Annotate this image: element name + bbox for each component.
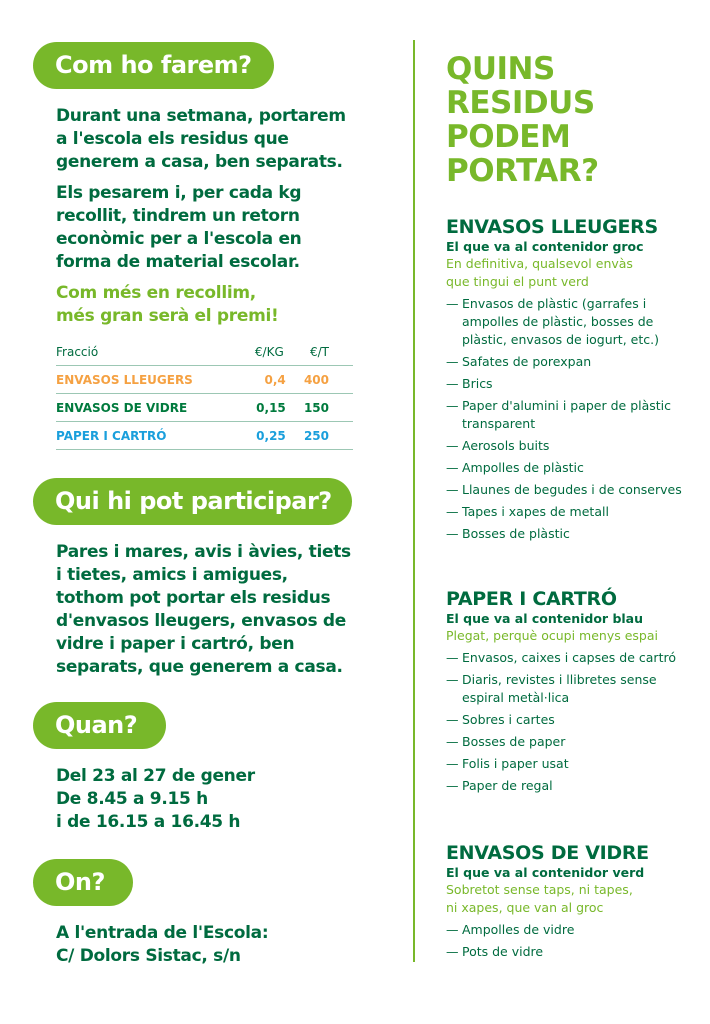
dash-bullet: — <box>446 438 459 453</box>
item-text: Safates de porexpan <box>462 354 592 369</box>
item-text: Diaris, revistes i llibretes sense espiral metàl·lica <box>462 672 657 705</box>
item-text: Ampolles de plàstic <box>462 460 584 475</box>
per-kg-cell: 0,4 <box>243 366 285 394</box>
item-text: Envasos, caixes i capses de cartró <box>462 650 676 665</box>
item-text: Llaunes de begudes i de conserves <box>462 482 682 497</box>
who-body: Pares i mares, avis i àvies, tiets i tietes, amics i amigues, tothom pot portar els residus d'envasos lleugers, envasos de vidre i paper i cartró, ben separats, que generem a casa. <box>56 542 351 677</box>
how-paragraph-2: Els pesarem i, per cada kg recollit, tindrem un retorn econòmic per a l'escola en forma de material escolar. <box>56 183 302 272</box>
when-line: De 8.45 a 9.15 h <box>56 789 208 809</box>
right-title <box>446 52 599 188</box>
item-text: Tapes i xapes de metall <box>462 504 609 519</box>
section-subtitle: El que va al contenidor groc <box>446 239 644 254</box>
waste-section <box>446 216 706 547</box>
dash-bullet: — <box>446 504 459 519</box>
title-line: PODEM <box>446 119 571 155</box>
where-body <box>56 922 356 968</box>
item-text: Paper de regal <box>462 778 553 793</box>
item-text: Ampolles de vidre <box>462 922 575 937</box>
dash-bullet: — <box>446 756 459 771</box>
list-item <box>446 733 687 751</box>
table-header <box>56 338 353 366</box>
dash-bullet: — <box>446 354 459 369</box>
list-item <box>446 375 687 393</box>
when-body <box>56 765 356 834</box>
how-paragraph-1: Durant una setmana, portarem a l'escola els residus que generem a casa, ben separats. <box>56 106 346 172</box>
how-highlight: Com més en recollim, més gran serà el premi! <box>56 283 279 326</box>
table-row <box>56 366 353 394</box>
per-t-cell: 400 <box>286 366 353 394</box>
dash-bullet: — <box>446 376 459 391</box>
how-heading: Com ho farem? <box>33 42 274 89</box>
how-body <box>56 105 356 336</box>
table-row <box>56 394 353 422</box>
per-t-cell: 150 <box>286 394 353 422</box>
dash-bullet: — <box>446 712 459 727</box>
where-line: C/ Dolors Sistac, s/n <box>56 946 241 966</box>
list-item <box>446 397 687 433</box>
dash-bullet: — <box>446 922 459 937</box>
item-text: Paper d'alumini i paper de plàstic transparent <box>462 398 672 431</box>
item-text: Bosses de plàstic <box>462 526 570 541</box>
column-divider <box>413 40 415 962</box>
section-note: Plegat, perquè ocupi menys espai <box>446 628 658 643</box>
item-text: Sobres i cartes <box>462 712 555 727</box>
item-text: Brics <box>462 376 493 391</box>
section-note: Sobretot sense taps, ni tapes, ni xapes, que van al groc <box>446 882 633 915</box>
list-item <box>446 459 687 477</box>
item-list <box>446 295 706 543</box>
list-item <box>446 777 687 795</box>
list-item <box>446 649 687 667</box>
list-item <box>446 353 687 371</box>
waste-section <box>446 842 706 965</box>
header-per-kg: €/KG <box>243 338 285 366</box>
list-item <box>446 755 687 773</box>
dash-bullet: — <box>446 296 459 311</box>
list-item <box>446 481 687 499</box>
dash-bullet: — <box>446 482 459 497</box>
dash-bullet: — <box>446 734 459 749</box>
dash-bullet: — <box>446 650 459 665</box>
list-item <box>446 921 687 939</box>
per-kg-cell: 0,15 <box>243 394 285 422</box>
who-heading: Qui hi pot participar? <box>33 478 352 525</box>
list-item <box>446 525 687 543</box>
item-text: Pots de vidre <box>462 944 544 959</box>
list-item <box>446 503 687 521</box>
section-subtitle: El que va al contenidor blau <box>446 611 644 626</box>
section-subtitle: El que va al contenidor verd <box>446 865 645 880</box>
dash-bullet: — <box>446 526 459 541</box>
item-list <box>446 649 706 795</box>
dash-bullet: — <box>446 398 459 413</box>
fraction-cell: ENVASOS DE VIDRE <box>56 394 243 422</box>
when-heading: Quan? <box>33 702 166 749</box>
dash-bullet: — <box>446 778 459 793</box>
item-text: Envasos de plàstic (garrafes i ampolles de plàstic, bosses de plàstic, envasos de iogurt, etc.) <box>462 296 659 347</box>
list-item <box>446 711 687 729</box>
dash-bullet: — <box>446 460 459 475</box>
title-line: RESIDUS <box>446 85 595 121</box>
item-text: Aerosols buits <box>462 438 550 453</box>
where-heading: On? <box>33 859 133 906</box>
section-note: En definitiva, qualsevol envàs que tingui el punt verd <box>446 256 633 289</box>
item-text: Folis i paper usat <box>462 756 569 771</box>
table-row <box>56 422 353 450</box>
section-title: ENVASOS LLEUGERS <box>446 216 658 238</box>
header-fraction: Fracció <box>56 338 243 366</box>
section-title: PAPER I CARTRÓ <box>446 588 617 610</box>
list-item <box>446 437 687 455</box>
list-item <box>446 943 687 961</box>
price-table <box>56 338 353 450</box>
list-item <box>446 295 687 349</box>
per-t-cell: 250 <box>286 422 353 450</box>
when-line: i de 16.15 a 16.45 h <box>56 812 241 832</box>
waste-section <box>446 588 706 799</box>
dash-bullet: — <box>446 944 459 959</box>
title-line: QUINS <box>446 51 555 87</box>
header-per-t: €/T <box>286 338 353 366</box>
section-title: ENVASOS DE VIDRE <box>446 842 649 864</box>
item-list <box>446 921 706 961</box>
fraction-cell: PAPER I CARTRÓ <box>56 422 243 450</box>
dash-bullet: — <box>446 672 459 687</box>
title-line: PORTAR? <box>446 153 599 189</box>
list-item <box>446 671 687 707</box>
where-line: A l'entrada de l'Escola: <box>56 923 269 943</box>
when-line: Del 23 al 27 de gener <box>56 766 255 786</box>
item-text: Bosses de paper <box>462 734 566 749</box>
per-kg-cell: 0,25 <box>243 422 285 450</box>
fraction-cell: ENVASOS LLEUGERS <box>56 366 243 394</box>
